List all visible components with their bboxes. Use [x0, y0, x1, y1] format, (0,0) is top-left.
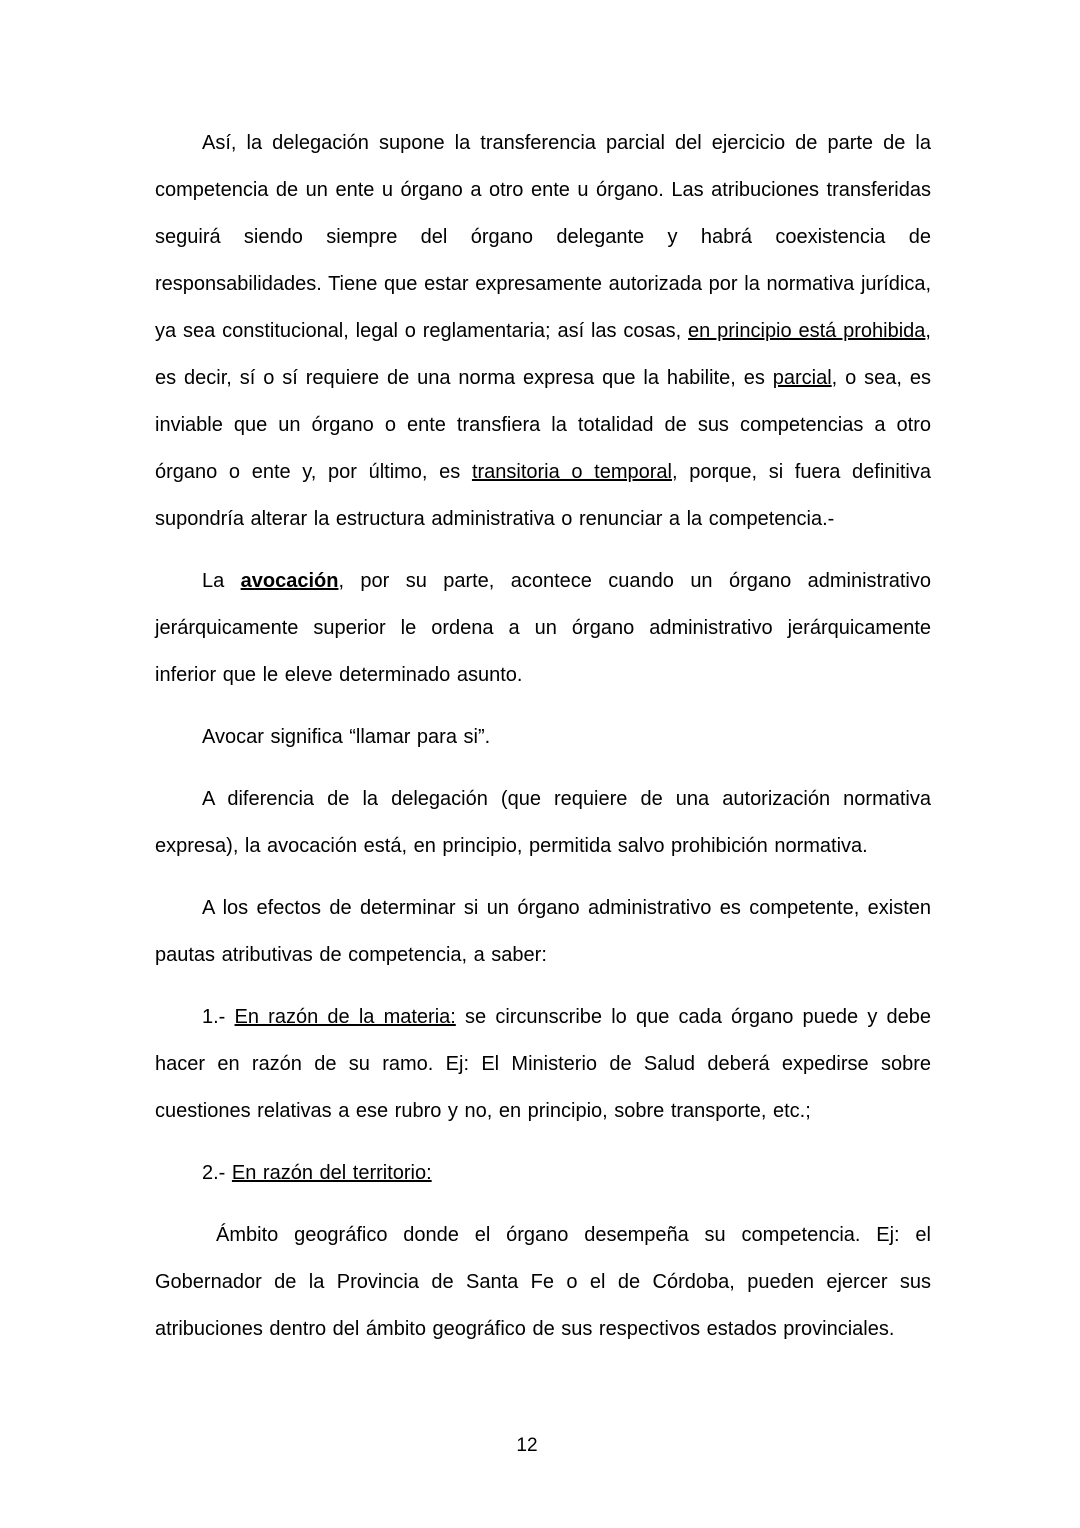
document-body [155, 120, 931, 1368]
text-run: , o sea, es inviable que un órgano o ente transfiera la totalidad de sus competencias a otro órgano o ente y, por último, es [155, 367, 931, 483]
emphasized-text: transitoria o temporal [471, 461, 672, 483]
paragraph [155, 1150, 931, 1197]
text-run: 2.- [202, 1162, 232, 1184]
paragraph [155, 994, 931, 1135]
paragraph [155, 776, 931, 870]
text-run: La [202, 570, 241, 592]
text-run: Ámbito geográfico donde el órgano desempeña su competencia. Ej: el Gobernador de la Provincia de Santa Fe o el de Córdoba, pueden ejercer sus atribuciones dentro del ámbito geográfico de sus respectivos estados provinciales. [155, 1224, 931, 1340]
emphasized-text: parcial [772, 367, 832, 389]
text-run: , por su parte, acontece cuando un órgano administrativo jerárquicamente superior le ordena a un órgano administrativo jerárquicamente inferior que le eleve determinado asunto. [155, 570, 931, 686]
paragraph [155, 558, 931, 699]
text-run: se circunscribe lo que cada órgano puede y debe hacer en razón de su ramo. Ej: El Ministerio de Salud deberá expedirse sobre cuestiones relativas a ese rubro y no, en principio, sobre transporte, etc.; [155, 1006, 931, 1122]
text-run: , es decir, sí o sí requiere de una norma expresa que la habilite, es [155, 320, 931, 389]
emphasized-text: avocación [240, 570, 339, 592]
paragraph [155, 1212, 931, 1353]
text-run: Así, la delegación supone la transferencia parcial del ejercicio de parte de la competencia de un ente u órgano a otro ente u órgano. Las atribuciones transferidas seguirá siendo siempre del órgano delegante y habrá coexistencia de responsabilidades. Tiene que estar expresamente autorizada por la normativa jurídica, ya sea constitucional, legal o reglamentaria; así las cosas, [155, 132, 931, 342]
paragraph [155, 885, 931, 979]
page-number: 12 [516, 1435, 538, 1456]
text-run: , porque, si fuera definitiva supondría alterar la estructura administrativa o renunciar a la competencia.- [155, 461, 931, 530]
text-run: A diferencia de la delegación (que requiere de una autorización normativa expresa), la avocación está, en principio, permitida salvo prohibición normativa. [155, 788, 931, 857]
text-run: Avocar significa “llamar para si”. [202, 726, 491, 748]
emphasized-text: en principio está prohibida [688, 320, 926, 342]
paragraph [155, 120, 931, 543]
emphasized-text: En razón del territorio: [231, 1162, 432, 1184]
text-run: A los efectos de determinar si un órgano administrativo es competente, existen pautas atributivas de competencia, a saber: [155, 897, 931, 966]
emphasized-text: En razón de la materia: [234, 1006, 456, 1028]
text-run: 1.- [202, 1006, 235, 1028]
paragraph [155, 714, 931, 761]
